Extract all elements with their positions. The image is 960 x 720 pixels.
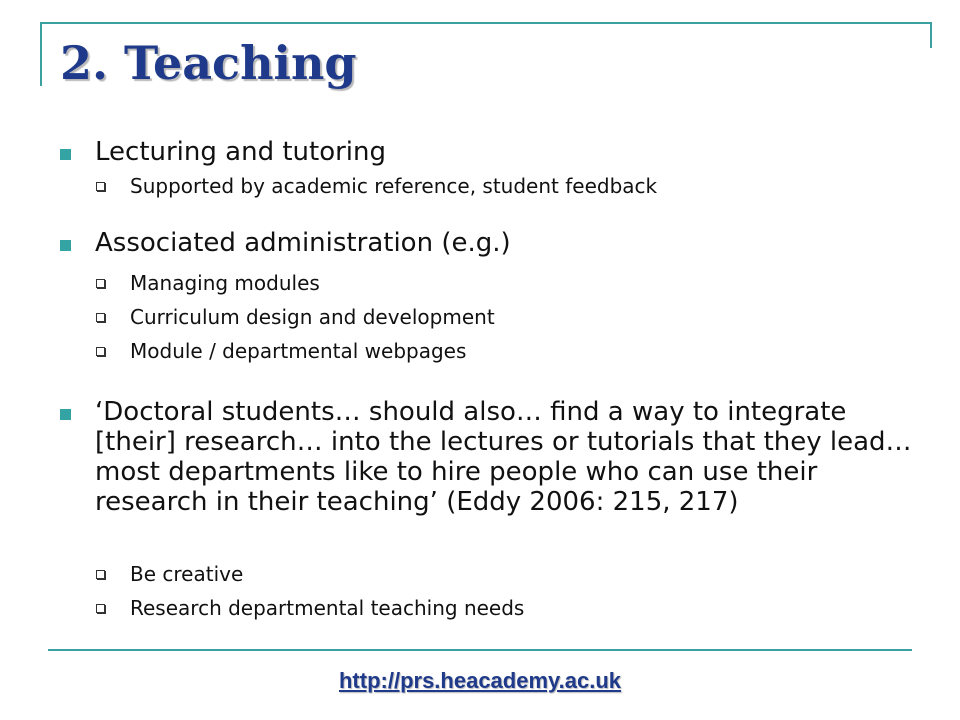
- sub-bullet-checkbox-icon: [96, 279, 105, 288]
- sub-bullet-text: Be creative: [130, 562, 244, 586]
- sub-bullet-checkbox-icon: [96, 347, 105, 356]
- left-border-line: [40, 22, 42, 86]
- footer-link[interactable]: http://prs.heacademy.ac.uk: [338, 668, 621, 693]
- sub-bullet-checkbox-icon: [96, 182, 105, 191]
- bullet-text: Lecturing and tutoring: [95, 137, 387, 167]
- sub-bullet-checkbox-icon: [96, 604, 105, 613]
- quote-bullet-text: ‘Doctoral students… should also… find a way to integrate [their] research… into the lectures or tutorials that they lead… most departments like to hire people who can use their research in their teaching’ (Eddy 2006: 215, 217): [95, 397, 912, 517]
- sub-bullet-checkbox-icon: [96, 570, 105, 579]
- right-border-line: [930, 22, 932, 48]
- slide-title: 2. Teaching: [60, 36, 357, 90]
- bullet-square-icon: [60, 240, 71, 251]
- bullet-text: Associated administration (e.g.): [95, 228, 511, 258]
- bullet-square-icon: [60, 409, 71, 420]
- sub-bullet-text: Curriculum design and development: [130, 305, 495, 329]
- sub-bullet-text: Managing modules: [130, 271, 320, 295]
- sub-bullet-text: Supported by academic reference, student feedback: [130, 174, 658, 198]
- sub-bullet-text: Research departmental teaching needs: [130, 596, 525, 620]
- top-border-line: [40, 22, 932, 24]
- sub-bullet-checkbox-icon: [96, 313, 105, 322]
- bullet-square-icon: [60, 149, 71, 160]
- sub-bullet-text: Module / departmental webpages: [130, 339, 467, 363]
- bottom-border-line: [48, 649, 912, 651]
